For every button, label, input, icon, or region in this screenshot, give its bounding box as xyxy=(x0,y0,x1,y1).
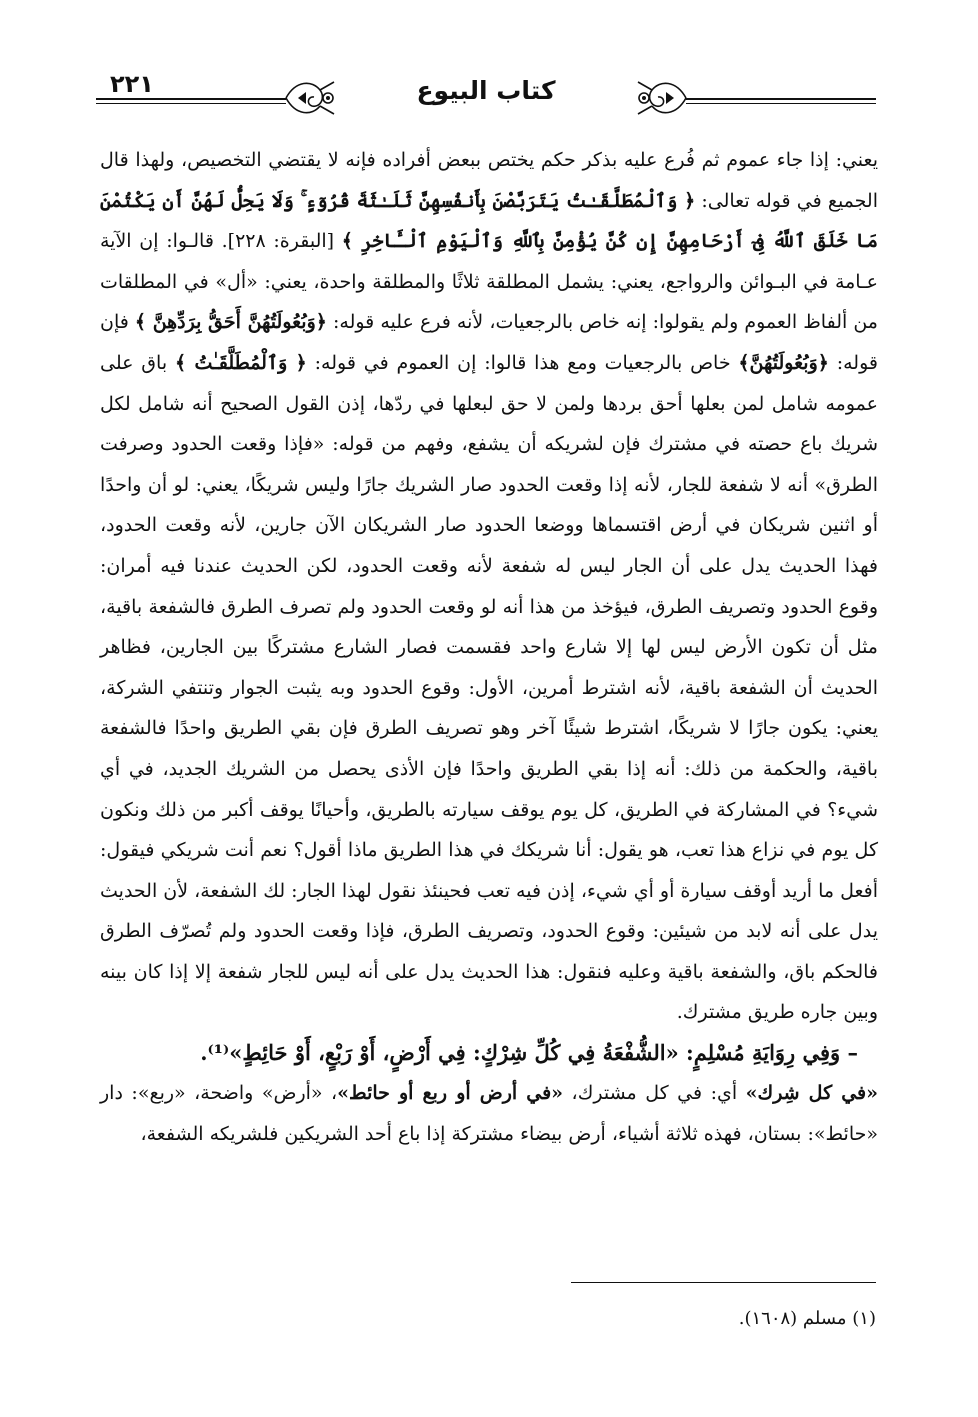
quran-verse: ﴿وَبُعُولَتُهُنَّ﴾ xyxy=(738,351,829,374)
text-run: باق على عمومه شامل لمن بعلها أحق بردها ولمن لا حق لبعلها في ردّها، إذن القول الصحيح أنه شامل لكل شريك باع حصته في مشترك فإن لشريكه أن يشفع، وفهم من قوله: «فإذا وقعت الحدود وصرفت الطرق» أنه لا شفعة للجار، لأنه إذا وقعت الحدود صار الشريك جارًا وليس شريكًا، يعني: لو أن واحدًا أو اثنين شريكان في أرض اقتسماها ووضعا الحدود صار الشريكان الآن جارين، لأنه وقعت الحدود، فهذا الحديث يدل على أن الجار ليس له شفعة لأنه وقعت الحدود، لكن الحديث عندنا فيه أمران: وقوع الحدود وتصريف الطرق، فيؤخذ من هذا أنه لو وقعت الحدود ولم تصرف الطرق فالشفعة باقية، مثل أن تكون الأرض ليس لها إلا شارع واحد فقسمت فصار الشارع مشتركًا بين الجارين، فظاهر الحديث أن الشفعة باقية، لأنه اشترط أمرين، الأول: وقوع الحدود وبه يثبت الجوار وتنتفي الشركة، يعني: يكون جارًا لا شريكًا، اشترط شيئًا آخر وهو تصريف الطرق فإن بقي الطريق واحدًا فالشفعة باقية، والحكمة من ذلك: أنه إذا بقي الطريق واحدًا فإن الأذى يحصل من الشريك الجديد، في أي شيء؟ في المشاركة في الطريق، كل يوم يوقف سيارته بالطريق، وأحيانًا يوقف أكبر من ذلك ونكون كل يوم في نزاع هذا تعب، هو يقول: أنا شريكك في هذا الطريق ماذا أقول؟ نعم أنت شريكي فيقول: أفعل ما أريد أوقف سيارة أو أي شيء، إذن فيه تعب فحينئذ نقول لهذا الجار: لك الشفعة، لأن الحديث يدل على أنه لابد من شيئين: وقوع الحدود، وتصريف الطرق، فإذا وقعت الحدود ولم تُصرّف الطرق فالحكم باق، والشفعة باقية وعليه فنقول: هذا الحديث يدل على أنه ليس للجار شفعة إلا إذا كان بينه وبين جاره طريق مشترك. xyxy=(100,351,878,1024)
paragraph xyxy=(100,140,878,1033)
page-number: ٢٢١ xyxy=(110,70,154,98)
footnote-rule xyxy=(571,1282,876,1283)
chapter-title: كتاب البيوع xyxy=(416,76,556,105)
header-rule-left xyxy=(96,98,286,104)
text-run: فإن قوله: xyxy=(100,311,878,374)
text-run: ، «أرض» واضحة، «ربع»: دار «حائط»: بستان، فهذه ثلاثة أشياء، أرض بيضاء مشتركة إذا باع أحد الشريكين فلشريكه الشفعة، xyxy=(100,1082,878,1145)
header-rule-right xyxy=(686,98,876,104)
text-run: أي: في كل مشترك، xyxy=(563,1082,746,1105)
text-run: يعني: إذا جاء عموم ثم فُرع عليه بذكر حكم يختص ببعض أفراده فإنه لا يقتضي التخصيص، ولهذا قال الجميع في قوله تعالى: xyxy=(100,149,878,212)
text-run: خاص بالرجعيات ومع هذا قالوا: إن العموم في قوله: xyxy=(306,351,739,374)
main-text xyxy=(100,140,878,1154)
hadith-text: – وَفِي رِوَايَةِ مُسْلِمٍ: «الشُّفْعَةُ فِي كُلِّ شِرْكٍ: فِي أَرْضٍ، أَوْ رَبْعٍ، أَوْ حَائِطٍ»⁽¹⁾. xyxy=(200,1040,858,1066)
commentary-term: «في كل شِرك» xyxy=(745,1082,878,1105)
quran-verse: ﴿وَبُعُولَتُهُنَّ أَحَقُّ بِرَدِّهِنَّ ﴾ xyxy=(134,311,327,334)
quran-verse: ﴿ وَٱلْمُطَلَّقَـٰتُ ﴾ xyxy=(174,351,307,374)
commentary-paragraph xyxy=(100,1073,878,1154)
page-header xyxy=(96,62,876,122)
ornament-left-icon xyxy=(282,76,338,120)
quran-verse: ﴿ وَٱلْمُطَلَّقَـٰتُ يَتَرَبَّصْنَ بِأَنفُسِهِنَّ ثَلَـٰثَةَ قُرُوٓءٍ ۚ وَلَا يَحِلُّ لَهُنَّ أَن يَكْتُمْنَ مَا خَلَقَ ٱللَّهُ فِىٓ أَرْحَامِهِنَّ إِن كُنَّ يُؤْمِنَّ بِٱللَّهِ وَٱلْيَوْمِ ٱلْـَٔاخِرِ ﴾ xyxy=(100,189,878,253)
text-run: [البقرة: ٢٢٨]. قالـوا: إن الآية عـامة في البـوائن والرواجع، يعني: يشمل المطلقة ثلاثًا والمطلقة واحدة، يعني: «أل» في المطلقات من ألفاظ العموم ولم يقولوا: إنه خاص بالرجعيات، لأنه فرع عليه قوله: xyxy=(100,230,878,334)
ornament-right-icon xyxy=(634,76,690,120)
footnote: (١) مسلم (١٦٠٨). xyxy=(738,1308,876,1329)
commentary-term: «في أرض أو ربع أو حائط» xyxy=(337,1082,564,1105)
